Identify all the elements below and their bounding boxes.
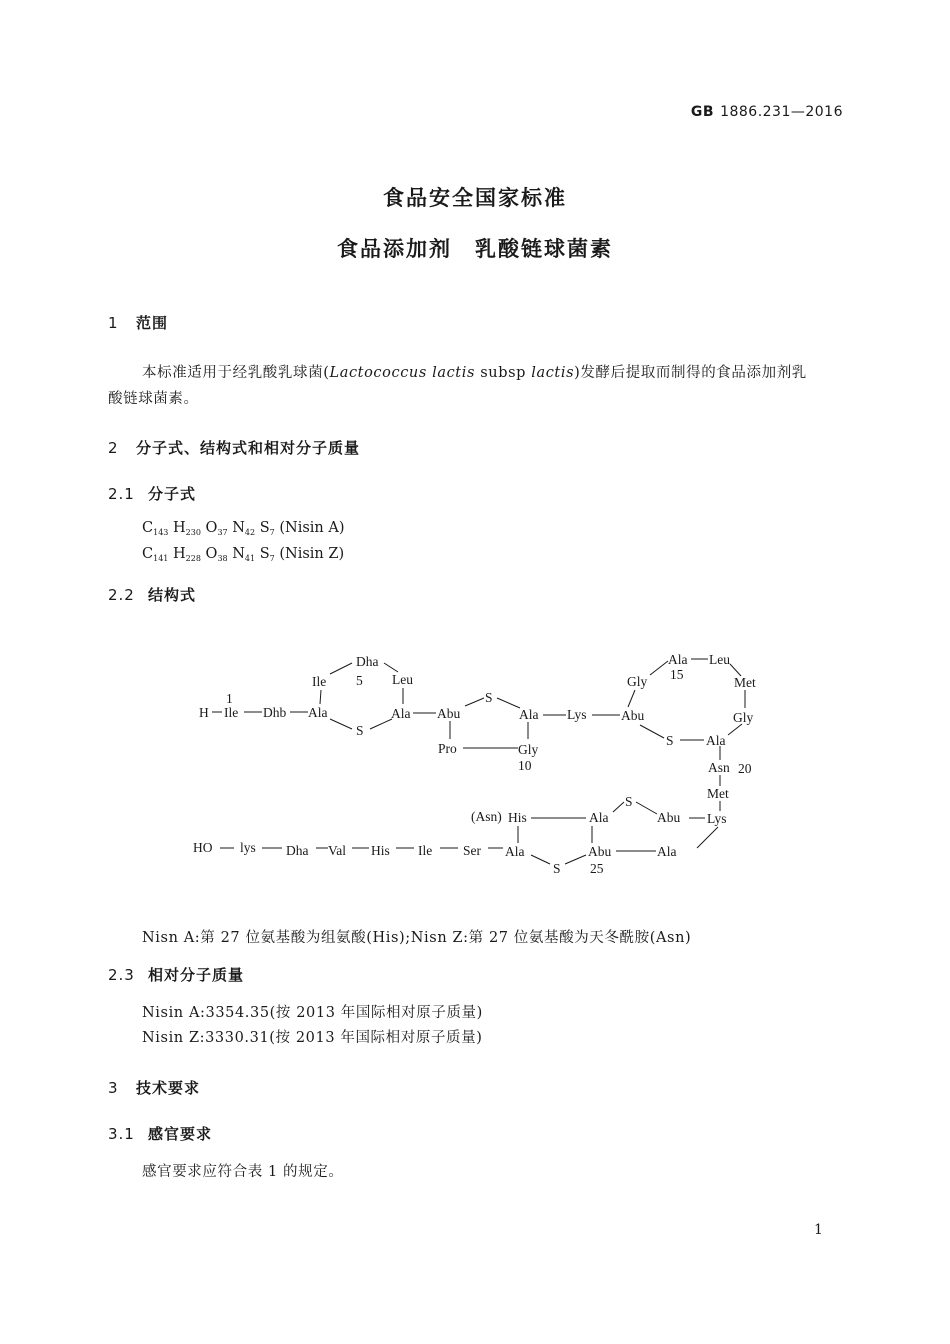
structure-label: Ile	[312, 674, 327, 689]
structure-label: lys	[240, 840, 256, 855]
section-title: 分子式	[148, 485, 197, 503]
structure-label: Abu	[657, 810, 681, 825]
scope-text: subsp	[475, 365, 532, 381]
structure-label: S	[485, 690, 493, 705]
section-number: 2.1	[108, 485, 135, 503]
formula-nisin-a: $C_{143}$ $H_{230}$ $O_{37}$ $N_{42}$ $S_7$ (Nisin A)	[142, 520, 345, 537]
structure-label: Gly	[627, 674, 648, 689]
structure-label: Dha	[286, 843, 309, 858]
section-number: 1	[108, 314, 119, 332]
scope-paragraph-line-2: 酸链球菌素。	[108, 391, 199, 407]
title-line-1: 食品安全国家标准	[383, 186, 567, 210]
structure-label: Ala	[505, 844, 525, 859]
structure-label: Ile	[418, 843, 433, 858]
structure-label: Abu	[621, 708, 645, 723]
structure-label: Dhb	[263, 705, 287, 720]
structure-label: Gly	[518, 742, 539, 757]
scientific-name: lactis	[531, 365, 575, 381]
structure-label: 5	[356, 673, 363, 688]
structure-label: Pro	[438, 741, 457, 756]
section-number: 2	[108, 439, 119, 457]
structure-label: (Asn)	[471, 809, 502, 824]
section-3-heading	[108, 1077, 200, 1098]
structure-label: Abu	[437, 706, 461, 721]
structure-label: Ile	[224, 705, 239, 720]
structure-label: Ala	[668, 652, 688, 667]
section-2-3-heading	[108, 964, 244, 985]
section-title: 相对分子质量	[148, 966, 245, 984]
structure-label: Ala	[657, 844, 677, 859]
structure-label: Ala	[589, 810, 609, 825]
page-number: 1	[814, 1222, 823, 1238]
structure-label: Dha	[356, 654, 379, 669]
scientific-name: Lactococcus lactis	[329, 365, 476, 381]
structure-label: 10	[518, 758, 532, 773]
structure-label: Lys	[567, 707, 587, 722]
section-title: 分子式、结构式和相对分子质量	[136, 439, 361, 457]
title-line-2: 食品添加剂 乳酸链球菌素	[337, 237, 613, 261]
structure-label: Val	[328, 843, 346, 858]
sensory-requirement-text: 感官要求应符合表 1 的规定。	[142, 1164, 344, 1180]
structure-label: Ala	[308, 705, 328, 720]
structure-label: Asn	[708, 760, 730, 775]
structure-label: Met	[707, 786, 729, 801]
structure-label: 15	[670, 667, 684, 682]
structure-label: S	[625, 794, 633, 809]
section-title: 感官要求	[148, 1125, 213, 1143]
standard-number: 1886.231—2016	[720, 104, 843, 120]
formula-nisin-z: $C_{141}$ $H_{228}$ $O_{38}$ $N_{41}$ $S_7$ (Nisin Z)	[142, 546, 345, 563]
structure-label: Leu	[709, 652, 730, 667]
structure-label: Abu	[588, 844, 612, 859]
structure-label: Ala	[519, 707, 539, 722]
structure-label: HO	[193, 840, 213, 855]
structure-label: 1	[226, 691, 233, 706]
section-number: 3	[108, 1079, 119, 1097]
scope-text: )发酵后提取而制得的食品添加剂乳	[574, 365, 807, 381]
structure-label: Ala	[706, 733, 726, 748]
structure-label: Met	[734, 675, 756, 690]
section-title: 范围	[136, 314, 169, 332]
structure-label: 20	[738, 761, 752, 776]
section-title: 结构式	[148, 586, 197, 604]
structure-label: H	[199, 705, 209, 720]
mass-nisin-a: Nisin A:3354.35(按 2013 年国际相对原子质量)	[142, 1005, 483, 1021]
section-3-1-heading	[108, 1123, 212, 1144]
structure-note: Nisn A:第 27 位氨基酸为组氨酸(His);Nisn Z:第 27 位氨基酸为天冬酰胺(Asn)	[142, 930, 692, 946]
structure-label: Gly	[733, 710, 754, 725]
structure-label: Ser	[463, 843, 481, 858]
structure-label: His	[508, 810, 527, 825]
scope-text: 本标准适用于经乳酸乳球菌(	[142, 365, 330, 381]
structure-label: 25	[590, 861, 604, 876]
structure-label: His	[371, 843, 390, 858]
standard-prefix: GB	[690, 104, 715, 120]
section-number: 2.3	[108, 966, 135, 984]
structure-label: S	[553, 861, 561, 876]
section-number: 3.1	[108, 1125, 135, 1143]
structure-label: Ala	[391, 706, 411, 721]
section-number: 2.2	[108, 586, 135, 604]
structure-label: Lys	[707, 811, 727, 826]
mass-nisin-z: Nisin Z:3330.31(按 2013 年国际相对原子质量)	[142, 1030, 483, 1046]
section-title: 技术要求	[136, 1079, 201, 1097]
structure-label: Leu	[392, 672, 413, 687]
structure-label: S	[666, 733, 674, 748]
structure-label: S	[356, 723, 364, 738]
